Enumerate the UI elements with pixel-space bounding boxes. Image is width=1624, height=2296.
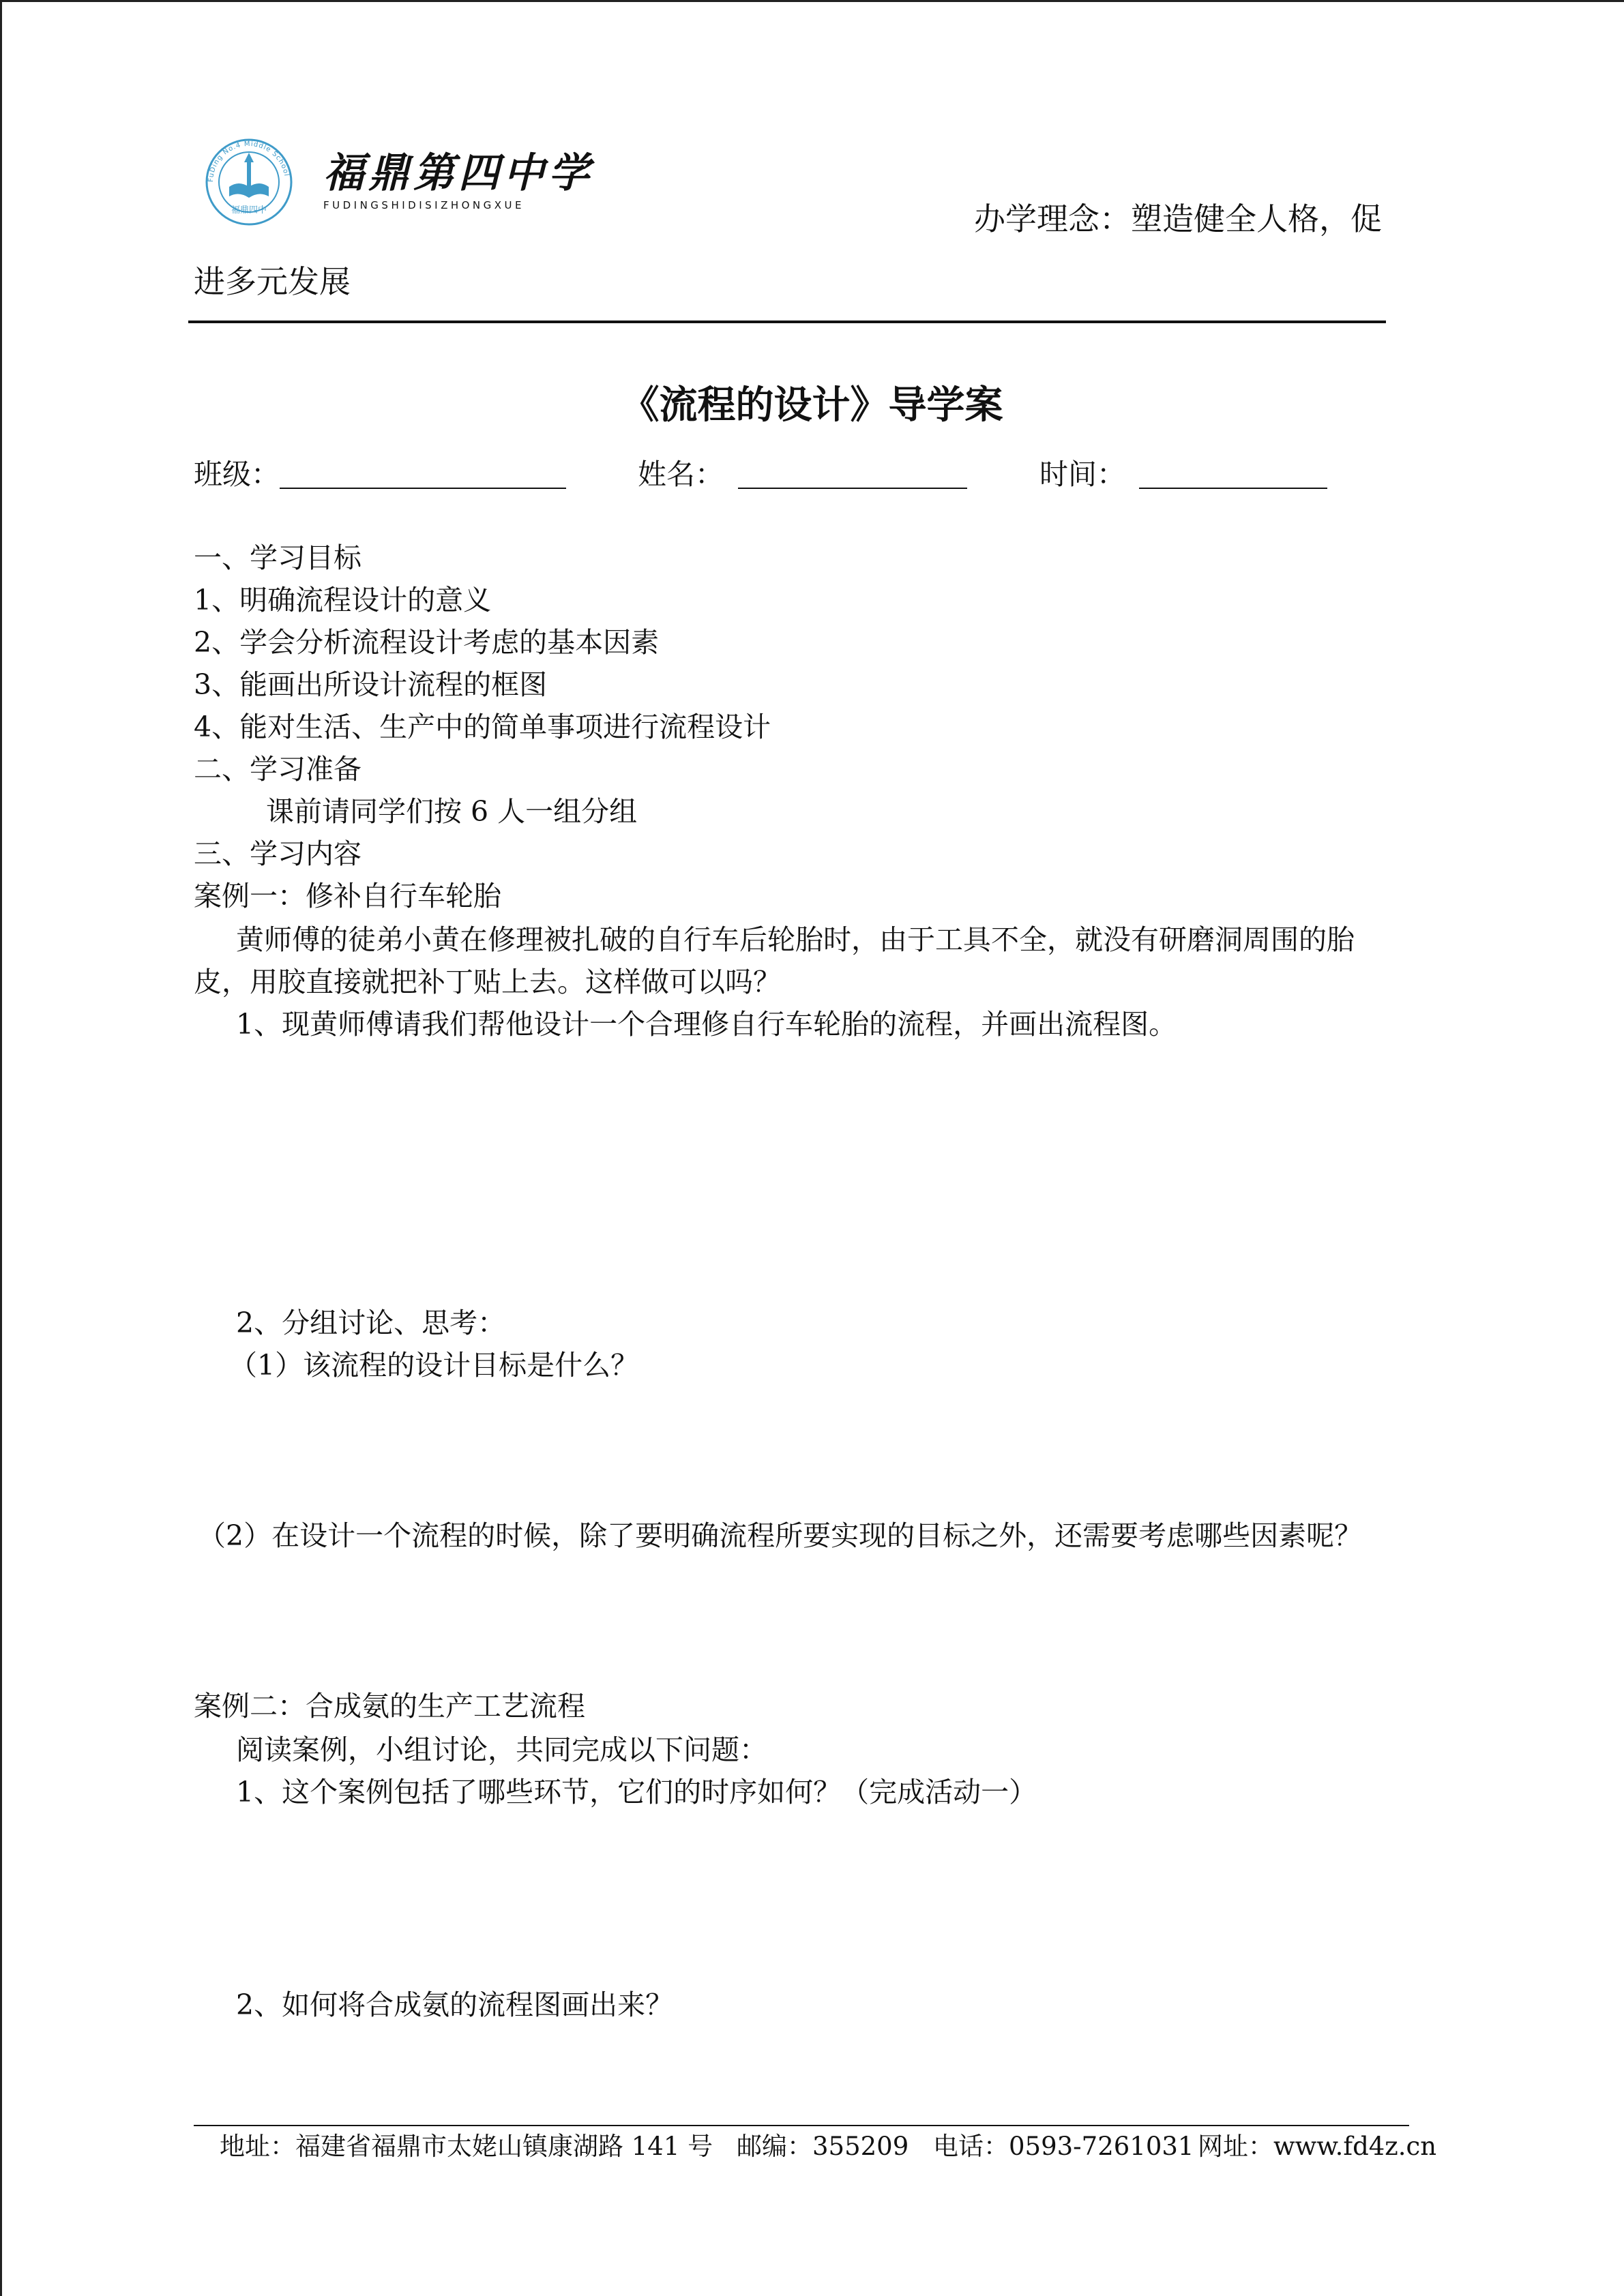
motto-line-1: 办学理念：塑造健全人格，促: [974, 200, 1382, 237]
case-one-subquestion: （2）在设计一个流程的时候，除了要明确流程所要实现的目标之外，还需要考虑哪些因素呢？: [198, 1519, 1363, 1552]
case-two-question: 2、如何将合成氨的流程图画出来？: [236, 1988, 674, 2021]
class-label: 班级：: [194, 458, 280, 491]
emblem-ring-text: FuDing No.4 Middle School: [207, 140, 291, 183]
section-heading-preparation: 二、学习准备: [194, 753, 361, 786]
time-blank[interactable]: [1139, 488, 1327, 489]
preparation-text: 课前请同学们按 6 人一组分组: [266, 795, 638, 828]
case-two-heading: 案例二：合成氨的生产工艺流程: [194, 1690, 585, 1723]
header-divider: [188, 320, 1386, 323]
objective-item: 1、明确流程设计的意义: [194, 584, 492, 616]
school-name-en: FUDINGSHIDISIZHONGXUE: [323, 199, 525, 211]
footer-postcode: 邮编：355209: [737, 2132, 909, 2161]
case-one-question: 2、分组讨论、思考：: [236, 1307, 506, 1339]
school-name-logo: [323, 149, 593, 211]
document-title: 《流程的设计》导学案: [621, 383, 1003, 428]
motto-line-2: 进多元发展: [194, 263, 351, 300]
page-border-top: [0, 0, 1624, 2]
page-border-left: [0, 0, 2, 2296]
name-blank[interactable]: [738, 488, 967, 489]
case-one-question: 1、现黄师傅请我们帮他设计一个合理修自行车轮胎的流程，并画出流程图。: [236, 1008, 1177, 1041]
section-heading-objectives: 一、学习目标: [194, 541, 361, 574]
footer-divider: [194, 2125, 1409, 2126]
footer-phone: 电话：0593-7261031: [933, 2132, 1194, 2161]
time-label: 时间：: [1039, 458, 1126, 491]
case-one-heading: 案例一：修补自行车轮胎: [194, 880, 501, 912]
objective-item: 3、能画出所设计流程的框图: [194, 668, 548, 701]
objective-item: 2、学会分析流程设计考虑的基本因素: [194, 626, 660, 659]
case-one-paragraph: 黄师傅的徒弟小黄在修理被扎破的自行车后轮胎时，由于工具不全，就没有研磨洞周围的胎: [236, 923, 1355, 956]
school-emblem-logo: [199, 138, 299, 226]
case-one-subquestion: （1）该流程的设计目标是什么？: [229, 1349, 639, 1382]
case-two-instruction: 阅读案例，小组讨论，共同完成以下问题：: [236, 1733, 767, 1766]
objective-item: 4、能对生活、生产中的简单事项进行流程设计: [194, 711, 771, 743]
section-heading-content: 三、学习内容: [194, 837, 361, 870]
emblem-caption: 福鼎四中: [231, 205, 267, 215]
class-blank[interactable]: [280, 488, 566, 489]
case-one-paragraph: 皮，用胶直接就把补丁贴上去。这样做可以吗？: [194, 966, 781, 998]
school-name-cn: 福鼎第四中学: [323, 149, 593, 197]
case-two-question: 1、这个案例包括了哪些环节，它们的时序如何？（完成活动一）: [236, 1776, 1037, 1808]
footer-website[interactable]: 网址：www.fd4z.cn: [1198, 2132, 1437, 2161]
name-label: 姓名：: [638, 458, 724, 491]
footer-address: 地址：福建省福鼎市太姥山镇康湖路 141 号: [220, 2132, 713, 2161]
